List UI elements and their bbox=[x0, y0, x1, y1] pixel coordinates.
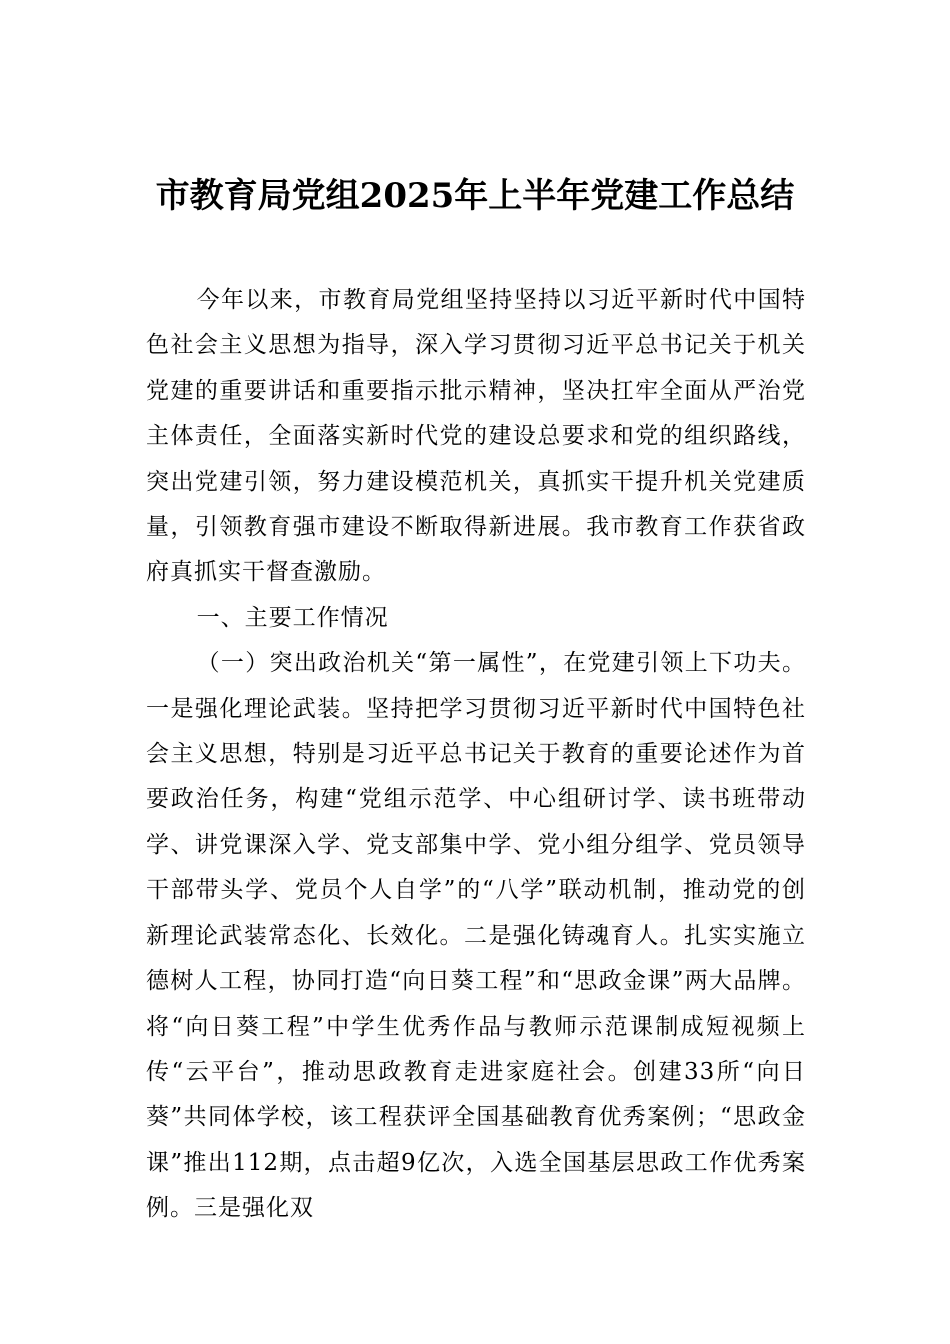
document-body bbox=[146, 278, 806, 1232]
section-paragraph-political: （一）突出政治机关“第一属性”，在党建引领上下功夫。一是强化理论武装。坚持把学习贯彻习近平新时代中国特色社会主义思想，特别是习近平总书记关于教育的重要论述作为首要政治任务，构建“党组示范学、中心组研讨学、读书班带动学、讲党课深入学、党支部集中学、党小组分组学、党员领导干部带头学、党员个人自学”的“八学”联动机制，推动党的创新理论武装常态化、长效化。二是强化铸魂育人。扎实实施立德树人工程，协同打造“向日葵工程”和“思政金课”两大品牌。将“向日葵工程”中学生优秀作品与教师示范课制成短视频上传“云平台”，推动思政教育走进家庭社会。创建33所“向日葵”共同体学校，该工程获评全国基础教育优秀案例；“思政金课”推出112期，点击超9亿次，入选全国基层思政工作优秀案例。三是强化双 bbox=[146, 650, 806, 1222]
intro-paragraph: 今年以来，市教育局党组坚持坚持以习近平新时代中国特色社会主义思想为指导，深入学习贯彻习近平总书记关于机关党建的重要讲话和重要指示批示精神，坚决扛牢全面从严治党主体责任，全面落实新时代党的建设总要求和党的组织路线，突出党建引领，努力建设模范机关，真抓实干提升机关党建质量，引领教育强市建设不断取得新进展。我市教育工作获省政府真抓实干督查激励。 bbox=[146, 287, 806, 586]
document-title: 市教育局党组2025年上半年党建工作总结 bbox=[155, 176, 795, 216]
section-heading-main-work: 一、主要工作情况 bbox=[196, 604, 389, 631]
